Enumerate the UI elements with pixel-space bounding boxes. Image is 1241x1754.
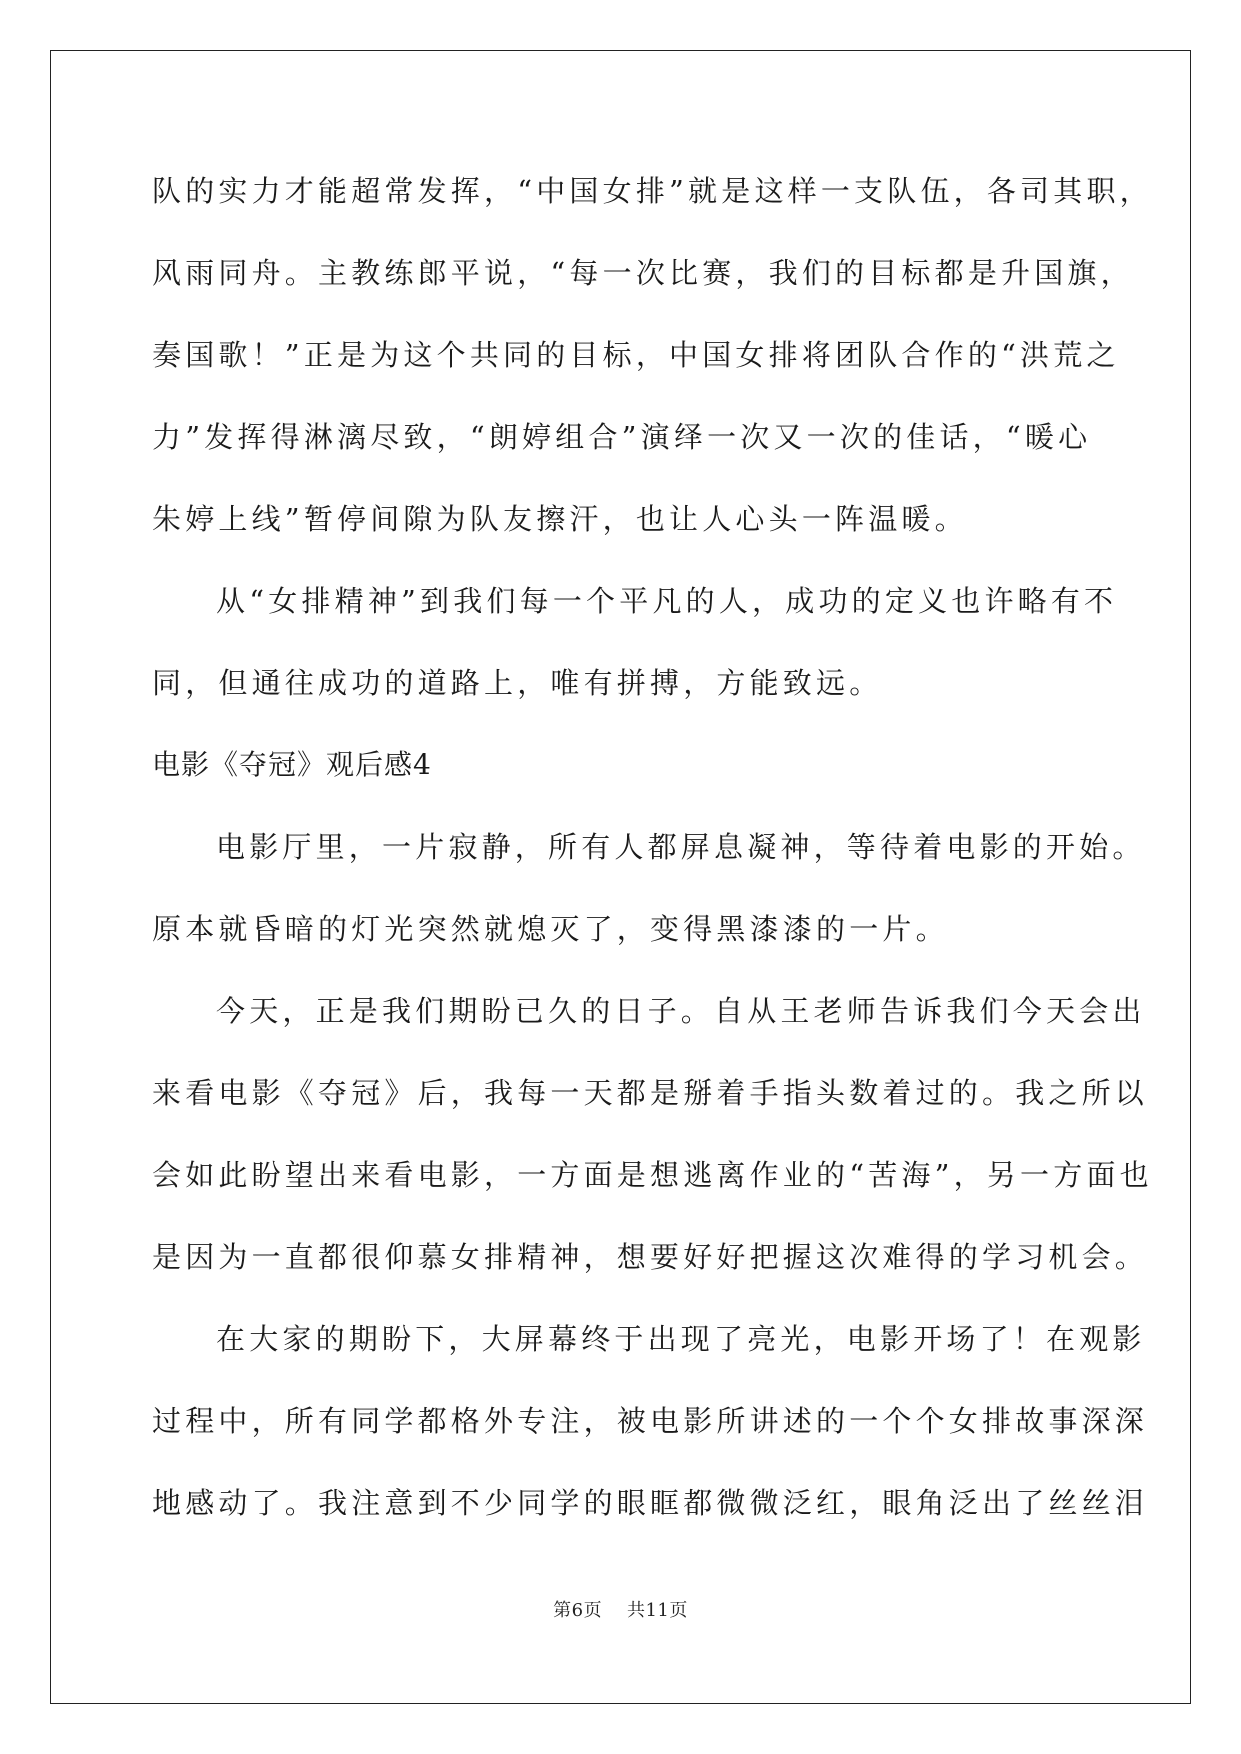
text-line: 队的实力才能超常发挥，“中国女排”就是这样一支队伍，各司其职， <box>152 174 1153 208</box>
text-line: 风雨同舟。主教练郎平说，“每一次比赛，我们的目标都是升国旗， <box>152 256 1134 290</box>
text-line: 地感动了。我注意到不少同学的眼眶都微微泛红，眼角泛出了丝丝泪 <box>152 1486 1149 1520</box>
paragraph-first-line: 在大家的期盼下，大屏幕终于出现了亮光，电影开场了！在观影 <box>216 1322 1146 1356</box>
section-heading: 电影《夺冠》观后感4 <box>152 748 432 781</box>
text-line: 过程中，所有同学都格外专注，被电影所讲述的一个个女排故事深深 <box>152 1404 1149 1438</box>
text-line: 原本就昏暗的灯光突然就熄灭了，变得黑漆漆的一片。 <box>152 912 949 946</box>
text-line: 奏国歌！”正是为这个共同的目标，中国女排将团队合作的“洪荒之 <box>152 338 1120 372</box>
paragraph-first-line: 从“女排精神”到我们每一个平凡的人，成功的定义也许略有不 <box>216 584 1118 618</box>
text-line: 同，但通往成功的道路上，唯有拼搏，方能致远。 <box>152 666 883 700</box>
text-line: 会如此盼望出来看电影，一方面是想逃离作业的“苦海”，另一方面也 <box>152 1158 1153 1192</box>
page-footer <box>0 1596 1241 1622</box>
text-line: 是因为一直都很仰慕女排精神，想要好好把握这次难得的学习机会。 <box>152 1240 1149 1274</box>
paragraph-first-line: 今天，正是我们期盼已久的日子。自从王老师告诉我们今天会出 <box>216 994 1146 1028</box>
paragraph-first-line: 电影厅里，一片寂静，所有人都屏息凝神，等待着电影的开始。 <box>216 830 1146 864</box>
text-line: 力”发挥得淋漓尽致，“朗婷组合”演绎一次又一次的佳话，“暖心 <box>152 420 1092 454</box>
document-body <box>152 150 1153 1544</box>
text-line: 朱婷上线”暂停间隙为队友擦汗，也让人心头一阵温暖。 <box>152 502 968 536</box>
text-line: 来看电影《夺冠》后，我每一天都是掰着手指头数着过的。我之所以 <box>152 1076 1149 1110</box>
page-number: 第6页 共11页 <box>553 1600 688 1621</box>
